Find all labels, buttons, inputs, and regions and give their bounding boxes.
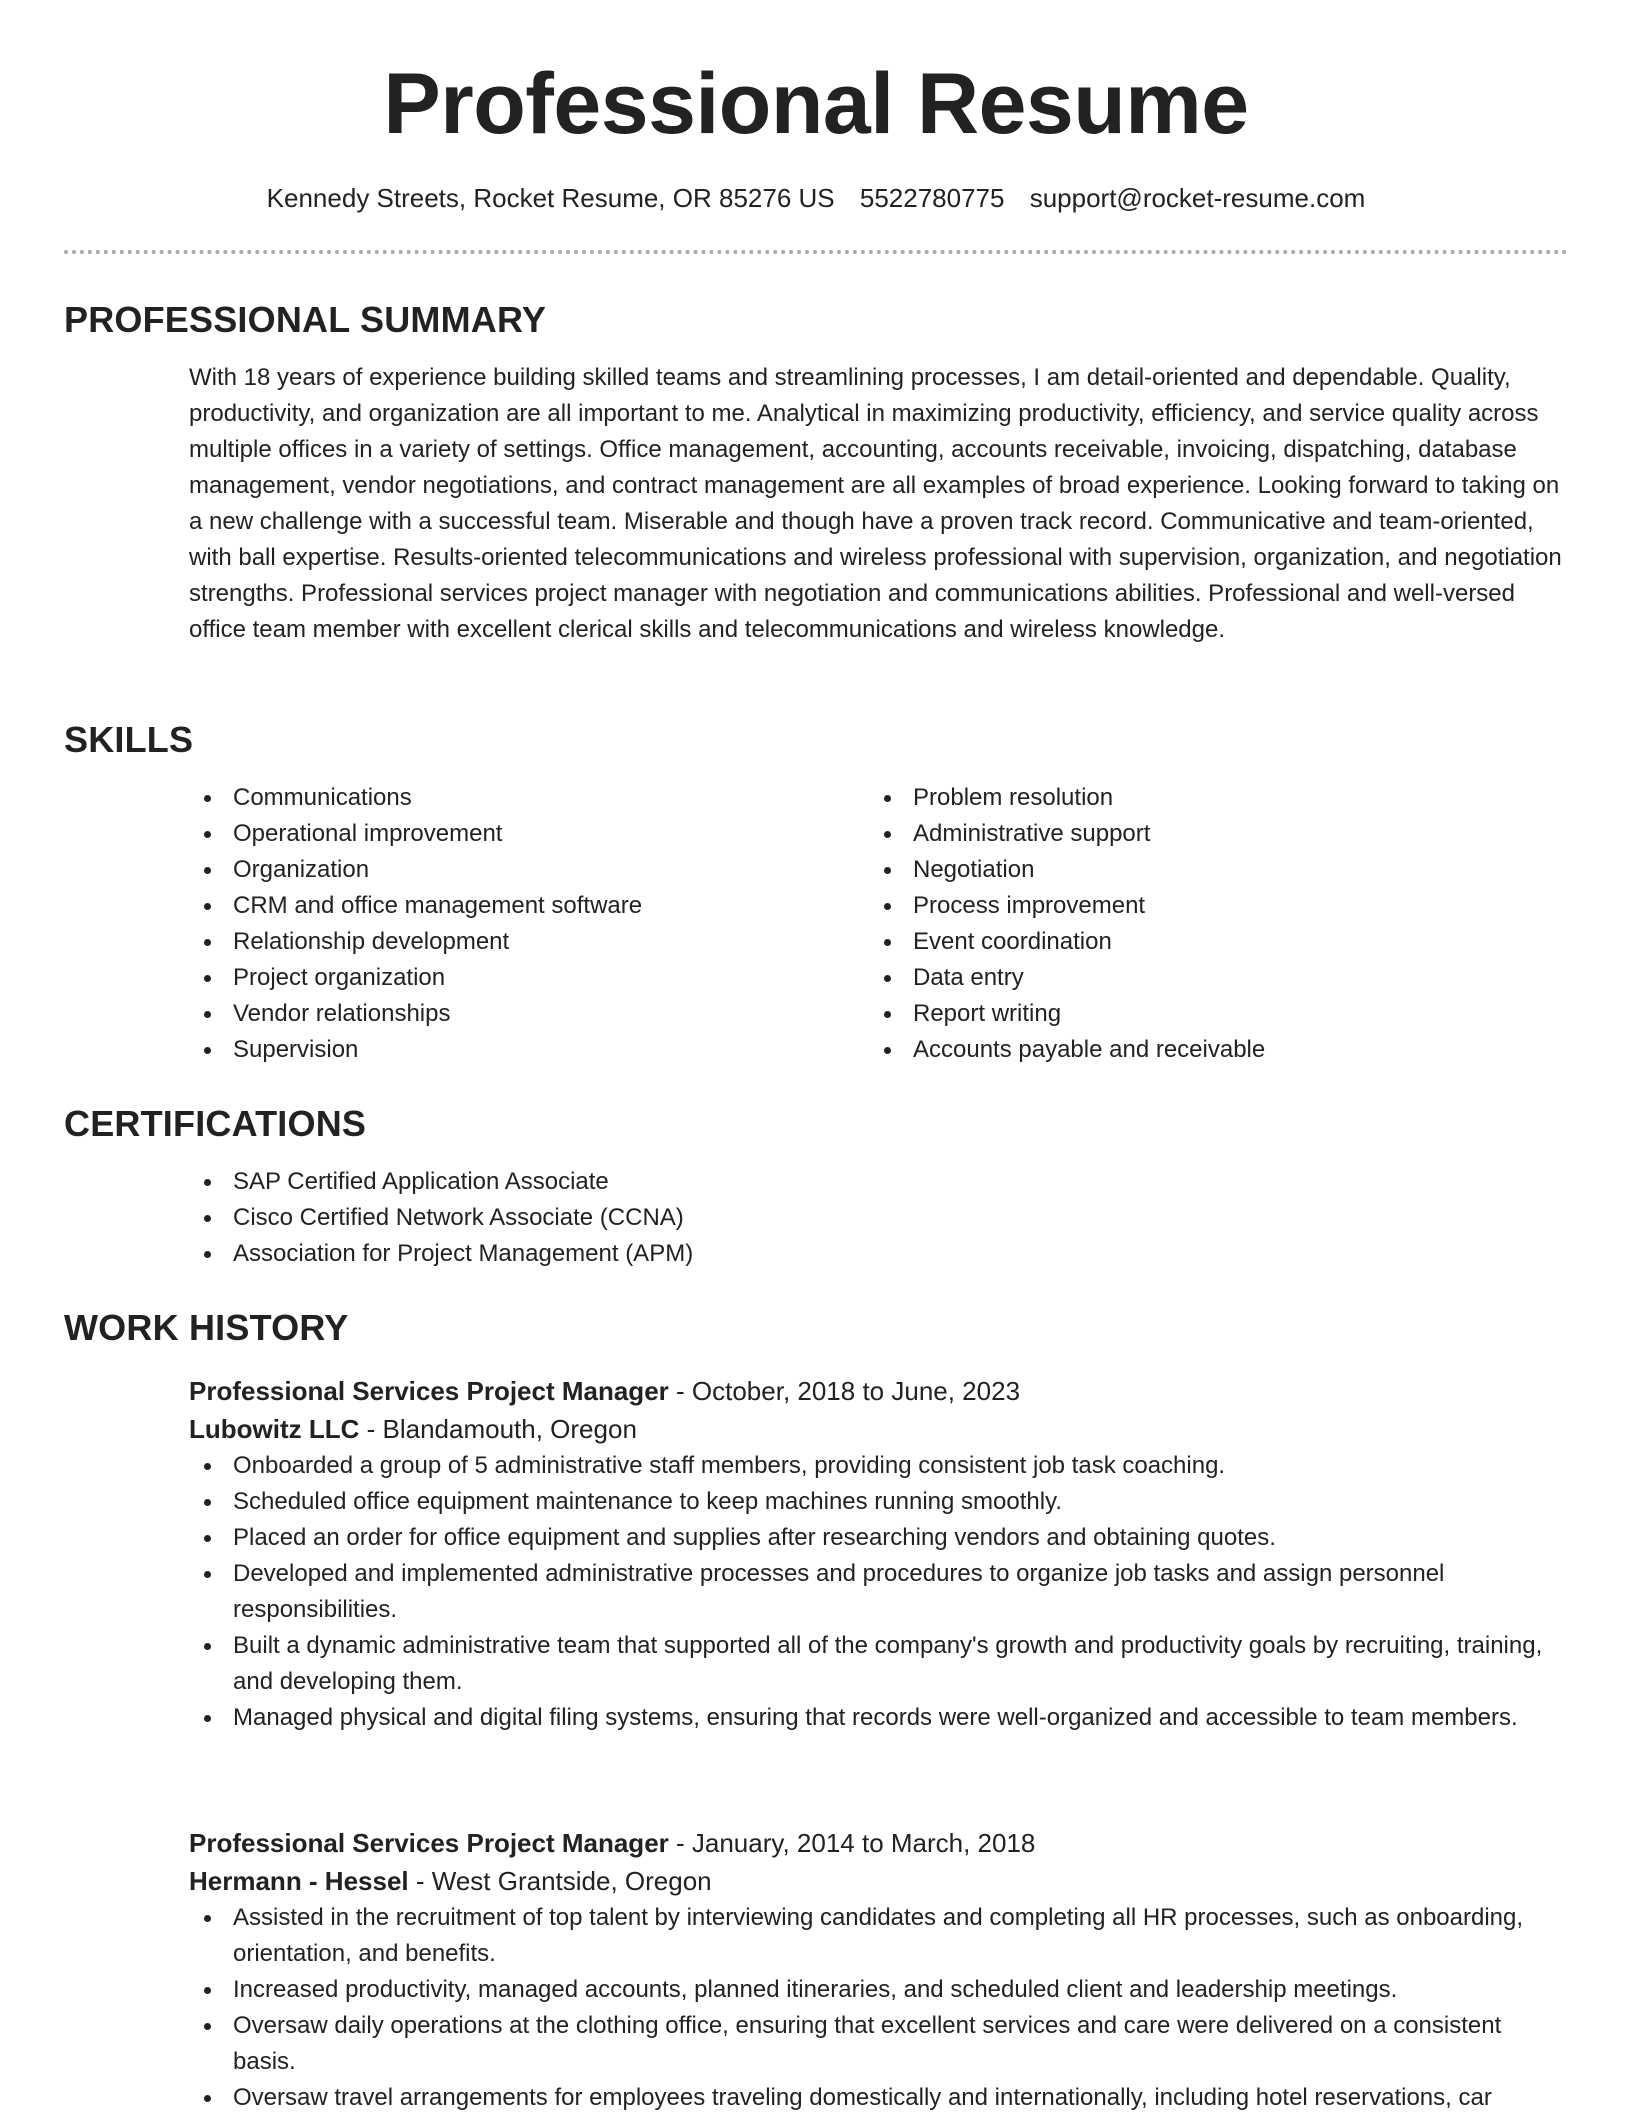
job-title-line <box>189 1824 1567 1862</box>
certification-item: Association for Project Management (APM) <box>189 1236 1189 1272</box>
job-company: Hermann - Hessel <box>189 1866 409 1896</box>
skill-item: Report writing <box>869 996 1489 1032</box>
skills-column-left <box>189 780 809 1068</box>
job-company-line <box>189 1862 1567 1900</box>
skill-item: Vendor relationships <box>189 996 809 1032</box>
job-location: - Blandamouth, Oregon <box>359 1414 637 1444</box>
job-duty: Developed and implemented administrative processes and procedures to organize job tasks and assign personnel responsibilities. <box>189 1556 1567 1628</box>
resume-title: Professional Resume <box>383 56 1249 152</box>
skill-item: Negotiation <box>869 852 1489 888</box>
job-dates: - January, 2014 to March, 2018 <box>668 1828 1036 1858</box>
skill-item: Relationship development <box>189 924 809 960</box>
job-duty: Managed physical and digital filing systems, ensuring that records were well-organized and accessible to team members. <box>189 1700 1567 1736</box>
job-duty: Oversaw travel arrangements for employees traveling domestically and internationally, including hotel reservations, car <box>189 2080 1567 2112</box>
skill-item: Organization <box>189 852 809 888</box>
job-duty: Oversaw daily operations at the clothing office, ensuring that excellent services and care were delivered on a consistent basis. <box>189 2008 1567 2080</box>
skill-item: Communications <box>189 780 809 816</box>
skill-item: Event coordination <box>869 924 1489 960</box>
skills-list-left <box>189 780 809 1068</box>
job-title: Professional Services Project Manager <box>189 1376 669 1406</box>
job-duty: Built a dynamic administrative team that supported all of the company's growth and productivity goals by recruiting, training, and developing them. <box>189 1628 1567 1700</box>
skill-item: Data entry <box>869 960 1489 996</box>
certification-item: Cisco Certified Network Associate (CCNA) <box>189 1200 1189 1236</box>
contact-address: Kennedy Streets, Rocket Resume, OR 85276 US <box>266 183 835 213</box>
job-title-line <box>189 1372 1567 1410</box>
certifications-list <box>189 1164 1189 1272</box>
skill-item: Operational improvement <box>189 816 809 852</box>
job-title: Professional Services Project Manager <box>189 1828 669 1858</box>
job-company: Lubowitz LLC <box>189 1414 360 1444</box>
certification-item: SAP Certified Application Associate <box>189 1164 1189 1200</box>
skill-item: Process improvement <box>869 888 1489 924</box>
contact-line <box>0 180 1632 216</box>
skill-item: Supervision <box>189 1032 809 1068</box>
job-company-line <box>189 1410 1567 1448</box>
summary-text: With 18 years of experience building skilled teams and streamlining processes, I am detail-oriented and dependable. Quality, productivity, and organization are all important to me. Analytical in maximizing productivity, efficiency, and service quality across multiple offices in a variety of settings. Office management, accounting, accounts receivable, invoicing, dispatching, database management, vendor negotiations, and contract management are all examples of broad experience. Looking forward to taking on a new challenge with a successful team. Miserable and though have a proven track record. Communicative and team-oriented, with ball expertise. Results-oriented telecommunications and wireless professional with supervision, organization, and negotiation strengths. Professional services project manager with negotiation and communications abilities. Professional and well-versed office team member with excellent clerical skills and telecommunications and wireless knowledge. <box>189 364 1562 643</box>
job-entry <box>189 1824 1567 2112</box>
skills-heading: SKILLS <box>64 719 194 760</box>
job-location: - West Grantside, Oregon <box>408 1866 712 1896</box>
skill-item: Accounts payable and receivable <box>869 1032 1489 1068</box>
skills-list-right <box>869 780 1489 1068</box>
job-duties <box>189 1900 1567 2112</box>
skill-item: Project organization <box>189 960 809 996</box>
certifications-heading: CERTIFICATIONS <box>64 1103 367 1144</box>
summary-heading: PROFESSIONAL SUMMARY <box>64 299 547 340</box>
job-dates: - October, 2018 to June, 2023 <box>668 1376 1021 1406</box>
skill-item: CRM and office management software <box>189 888 809 924</box>
contact-phone: 5522780775 <box>859 183 1005 213</box>
job-duty: Assisted in the recruitment of top talent by interviewing candidates and completing all HR processes, such as onboarding, orientation, and benefits. <box>189 1900 1567 1972</box>
skills-column-right <box>869 780 1489 1068</box>
contact-email: support@rocket-resume.com <box>1029 183 1366 213</box>
job-duty: Increased productivity, managed accounts, planned itineraries, and scheduled client and leadership meetings. <box>189 1972 1567 2008</box>
header-divider <box>64 250 1568 254</box>
work-history-heading: WORK HISTORY <box>64 1307 349 1348</box>
job-entry <box>189 1372 1567 1736</box>
job-duty: Onboarded a group of 5 administrative staff members, providing consistent job task coaching. <box>189 1448 1567 1484</box>
job-duty: Scheduled office equipment maintenance to keep machines running smoothly. <box>189 1484 1567 1520</box>
certifications-list-wrap <box>189 1164 1189 1272</box>
skill-item: Administrative support <box>869 816 1489 852</box>
job-duties <box>189 1448 1567 1736</box>
skill-item: Problem resolution <box>869 780 1489 816</box>
job-duty: Placed an order for office equipment and supplies after researching vendors and obtaining quotes. <box>189 1520 1567 1556</box>
